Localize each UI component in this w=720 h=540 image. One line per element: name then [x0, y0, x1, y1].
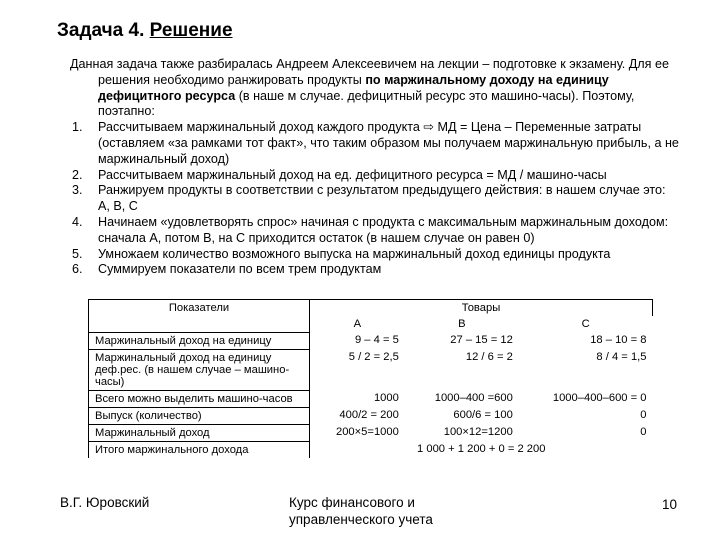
cell-a: 200×5=1000 — [335, 426, 399, 438]
cell-b: 1000–400 =600 — [434, 392, 513, 404]
intro-bold: по маржинальному доходу на единицу дефицитного ресурса — [98, 72, 609, 103]
total-value: 1 000 + 1 200 + 0 = 2 200 — [417, 443, 546, 455]
table-total-row — [89, 441, 653, 458]
title-underlined: Решение — [149, 20, 233, 41]
total-label: Итого маржинального дохода — [89, 441, 310, 458]
cell-b: 600/6 = 100 — [453, 409, 513, 421]
solution-table — [88, 299, 653, 458]
title-prefix: Задача 4. — [57, 20, 150, 41]
cell-b: 100×12=1200 — [443, 426, 513, 438]
cell-a: 9 – 4 = 5 — [354, 334, 399, 346]
step-item — [70, 262, 680, 278]
footer-course-line1: Курс финансового и — [289, 495, 415, 510]
table-row — [89, 349, 653, 390]
row-label: Маржинальный доход на единицу деф.рес. (в нашем случае – машино-часы) — [89, 349, 310, 390]
row-label: Маржинальный доход на единицу — [89, 332, 310, 349]
step-item — [70, 120, 680, 167]
header-indicators: Показатели — [89, 300, 310, 333]
cell-c: 8 / 4 = 1,5 — [596, 351, 647, 363]
steps-list — [70, 120, 680, 278]
step-number: 3. — [72, 183, 83, 198]
cell-a: 1000 — [373, 392, 399, 404]
step-item — [70, 168, 680, 184]
step-text: Ранжируем продукты в соответствии с результатом предыдущего действия: в нашем случае это: А, В, С — [98, 183, 666, 214]
footer-course-line2: управленческого учета — [289, 512, 433, 527]
footer-page-number: 10 — [662, 497, 678, 512]
step-item — [70, 247, 680, 263]
cell-c: 0 — [640, 409, 647, 421]
step-text: Рассчитываем маржинальный доход каждого продукта ⇨ МД = Цена – Переменные затраты (оставляем «за рамками тот факт», что таким образом мы получаем маржинальную прибыль, а не маржинальный доход) — [98, 120, 679, 166]
footer-course — [289, 494, 433, 528]
table-row — [89, 424, 653, 441]
intro-text-2: (в наше м случае. дефицитный ресурс это машино-часы). Поэтому, поэтапно: — [98, 88, 635, 119]
product-c-header: С — [581, 318, 590, 330]
step-text: Суммируем показатели по всем трем продуктам — [98, 262, 382, 277]
cell-b: 27 – 15 = 12 — [450, 334, 513, 346]
table-row — [89, 332, 653, 349]
step-text: Умножаем количество возможного выпуска на маржинальный доход единицы продукта — [98, 246, 611, 261]
row-label: Всего можно выделить машино-часов — [89, 390, 310, 407]
product-a-header: А — [353, 318, 362, 330]
footer-author: В.Г. Юровский — [60, 495, 150, 510]
slide-title — [57, 20, 233, 42]
intro-text-1: Данная задача также разбиралась Андреем Алексеевичем на лекции – подготовке к экзамену. Для ее решения необходимо ранжировать продукты — [70, 57, 669, 87]
slide-body — [70, 57, 680, 278]
table-row — [89, 407, 653, 424]
cell-c: 18 – 10 = 8 — [590, 334, 647, 346]
step-text: Рассчитываем маржинальный доход на ед. дефицитного ресурса = МД / машино-часы — [98, 167, 607, 182]
intro-paragraph — [70, 57, 680, 120]
step-item — [70, 215, 680, 247]
step-number: 1. — [72, 120, 83, 135]
step-text: Начинаем «удовлетворять спрос» начиная с продукта с максимальным маржинальным доходом: сначала А, потом В, на С приходится остаток (в нашем случае он равен 0) — [98, 214, 669, 245]
table-row — [89, 390, 653, 407]
step-number: 5. — [72, 246, 83, 261]
product-b-header: В — [458, 318, 466, 330]
step-number: 2. — [72, 167, 83, 182]
step-number: 4. — [72, 214, 83, 229]
step-number: 6. — [72, 262, 83, 277]
cell-a: 400/2 = 200 — [339, 409, 399, 421]
cell-a: 5 / 2 = 2,5 — [348, 351, 399, 363]
header-goods: Товары — [310, 300, 653, 317]
row-label: Маржинальный доход — [89, 424, 310, 441]
row-label: Выпуск (количество) — [89, 407, 310, 424]
cell-c: 0 — [640, 426, 647, 438]
cell-c: 1000–400–600 = 0 — [552, 392, 647, 404]
step-item — [70, 183, 680, 215]
cell-b: 12 / 6 = 2 — [465, 351, 513, 363]
table-header-row — [89, 300, 653, 317]
